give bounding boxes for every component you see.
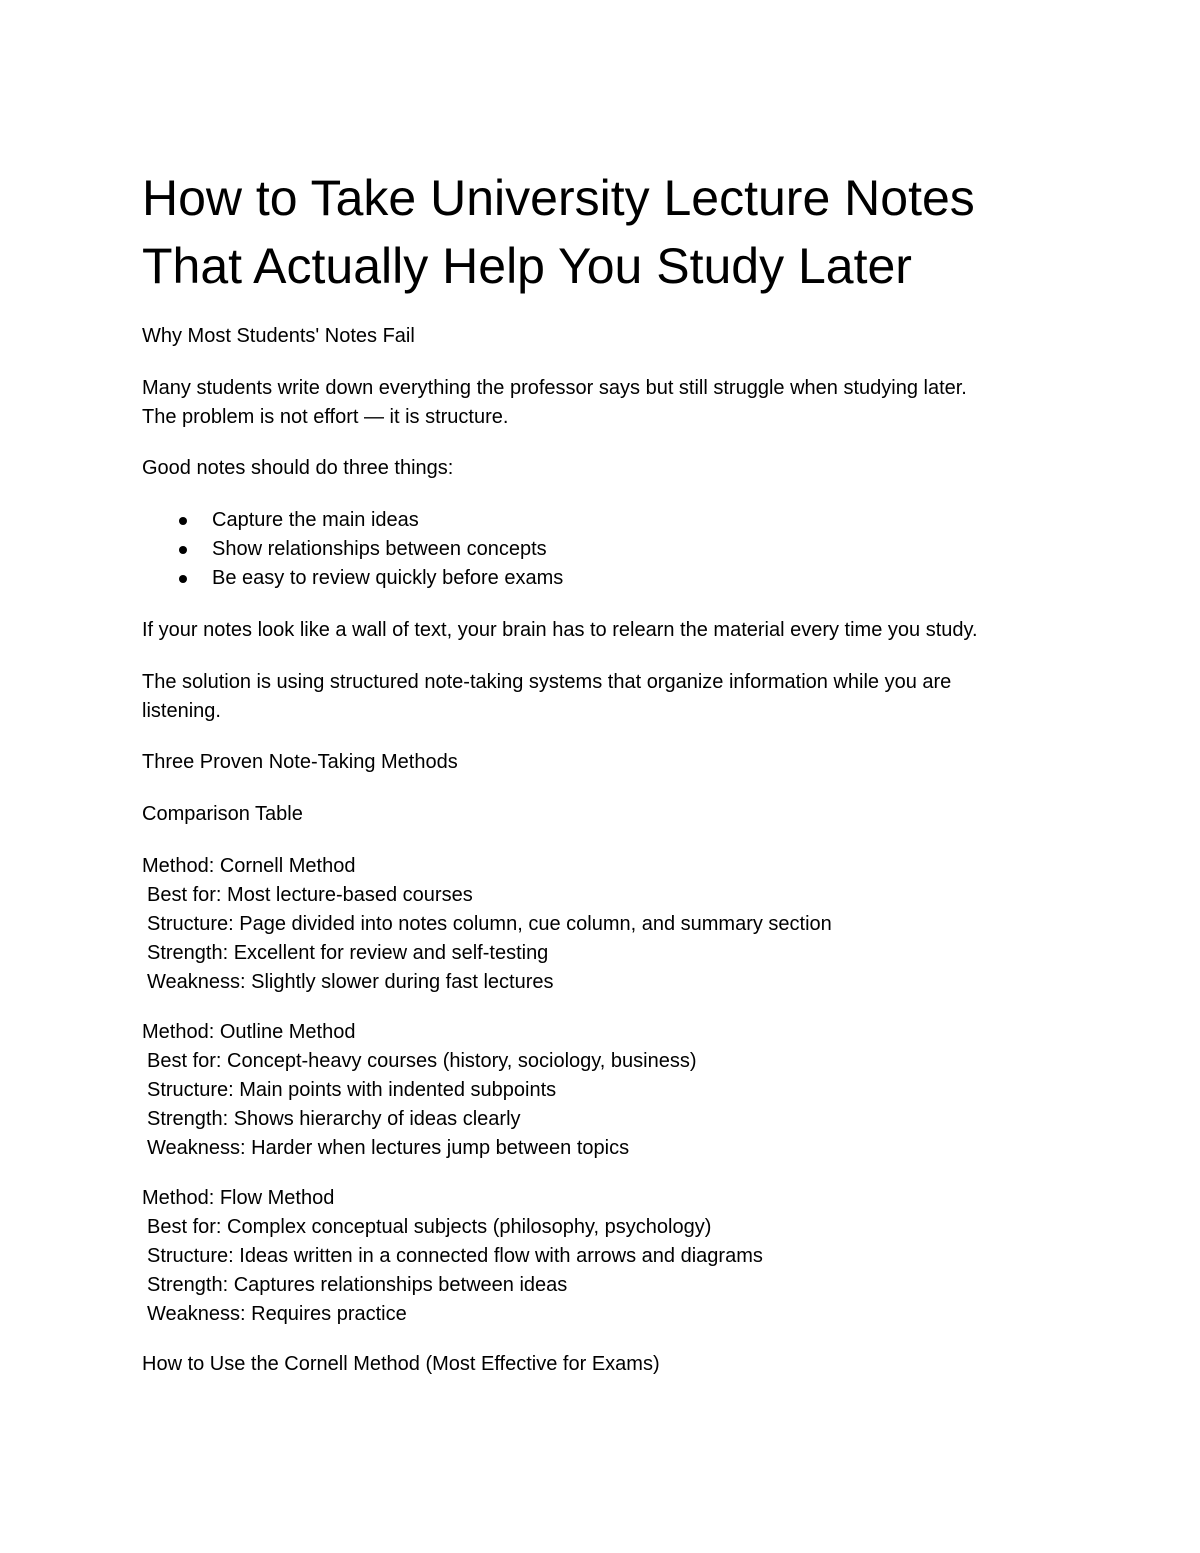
bullet-item: Show relationships between concepts bbox=[142, 535, 563, 564]
method-name: Method: Flow Method bbox=[142, 1187, 335, 1209]
bullet-item: Capture the main ideas bbox=[142, 506, 563, 535]
paragraph-solution-line-1: The solution is using structured note-taking systems that organize information while you are bbox=[142, 671, 952, 693]
method-strength: Strength: Shows hierarchy of ideas clearly bbox=[147, 1108, 521, 1130]
method-structure: Structure: Page divided into notes column, cue column, and summary section bbox=[147, 913, 832, 935]
bullet-dot-icon bbox=[179, 546, 187, 554]
method-block-flow bbox=[142, 1184, 763, 1329]
method-best-for: Best for: Complex conceptual subjects (philosophy, psychology) bbox=[147, 1216, 712, 1238]
section-heading-why-notes-fail: Why Most Students' Notes Fail bbox=[142, 325, 415, 347]
comparison-table-heading: Comparison Table bbox=[142, 803, 303, 825]
bullet-dot-icon bbox=[179, 575, 187, 583]
title-line-2: That Actually Help You Study Later bbox=[142, 238, 912, 294]
method-structure: Structure: Ideas written in a connected flow with arrows and diagrams bbox=[147, 1245, 763, 1267]
paragraph-good-notes: Good notes should do three things: bbox=[142, 457, 454, 479]
paragraph-solution bbox=[142, 668, 951, 726]
method-block-outline bbox=[142, 1018, 697, 1163]
section-heading-cornell-how-to: How to Use the Cornell Method (Most Effective for Exams) bbox=[142, 1353, 660, 1375]
method-weakness: Weakness: Requires practice bbox=[147, 1303, 407, 1325]
title-line-1: How to Take University Lecture Notes bbox=[142, 170, 975, 226]
method-block-cornell bbox=[142, 852, 832, 997]
method-strength: Strength: Captures relationships between ideas bbox=[147, 1274, 568, 1296]
paragraph-intro-line-2: The problem is not effort — it is structure. bbox=[142, 406, 509, 428]
method-best-for: Best for: Concept-heavy courses (history, sociology, business) bbox=[147, 1050, 697, 1072]
method-weakness: Weakness: Harder when lectures jump between topics bbox=[147, 1137, 630, 1159]
paragraph-solution-line-2: listening. bbox=[142, 700, 221, 722]
bullet-dot-icon bbox=[179, 517, 187, 525]
method-name: Method: Cornell Method bbox=[142, 855, 356, 877]
bullet-item: Be easy to review quickly before exams bbox=[142, 564, 563, 593]
method-weakness: Weakness: Slightly slower during fast lectures bbox=[147, 971, 554, 993]
method-best-for: Best for: Most lecture-based courses bbox=[147, 884, 473, 906]
document-title bbox=[142, 164, 975, 300]
method-strength: Strength: Excellent for review and self-testing bbox=[147, 942, 549, 964]
method-structure: Structure: Main points with indented subpoints bbox=[147, 1079, 557, 1101]
paragraph-intro-line-1: Many students write down everything the professor says but still struggle when studying later. bbox=[142, 377, 967, 399]
bullet-list bbox=[142, 506, 563, 593]
section-heading-methods: Three Proven Note-Taking Methods bbox=[142, 751, 458, 773]
method-name: Method: Outline Method bbox=[142, 1021, 356, 1043]
paragraph-wall-of-text: If your notes look like a wall of text, your brain has to relearn the material every time you study. bbox=[142, 619, 978, 641]
paragraph-intro bbox=[142, 374, 967, 432]
